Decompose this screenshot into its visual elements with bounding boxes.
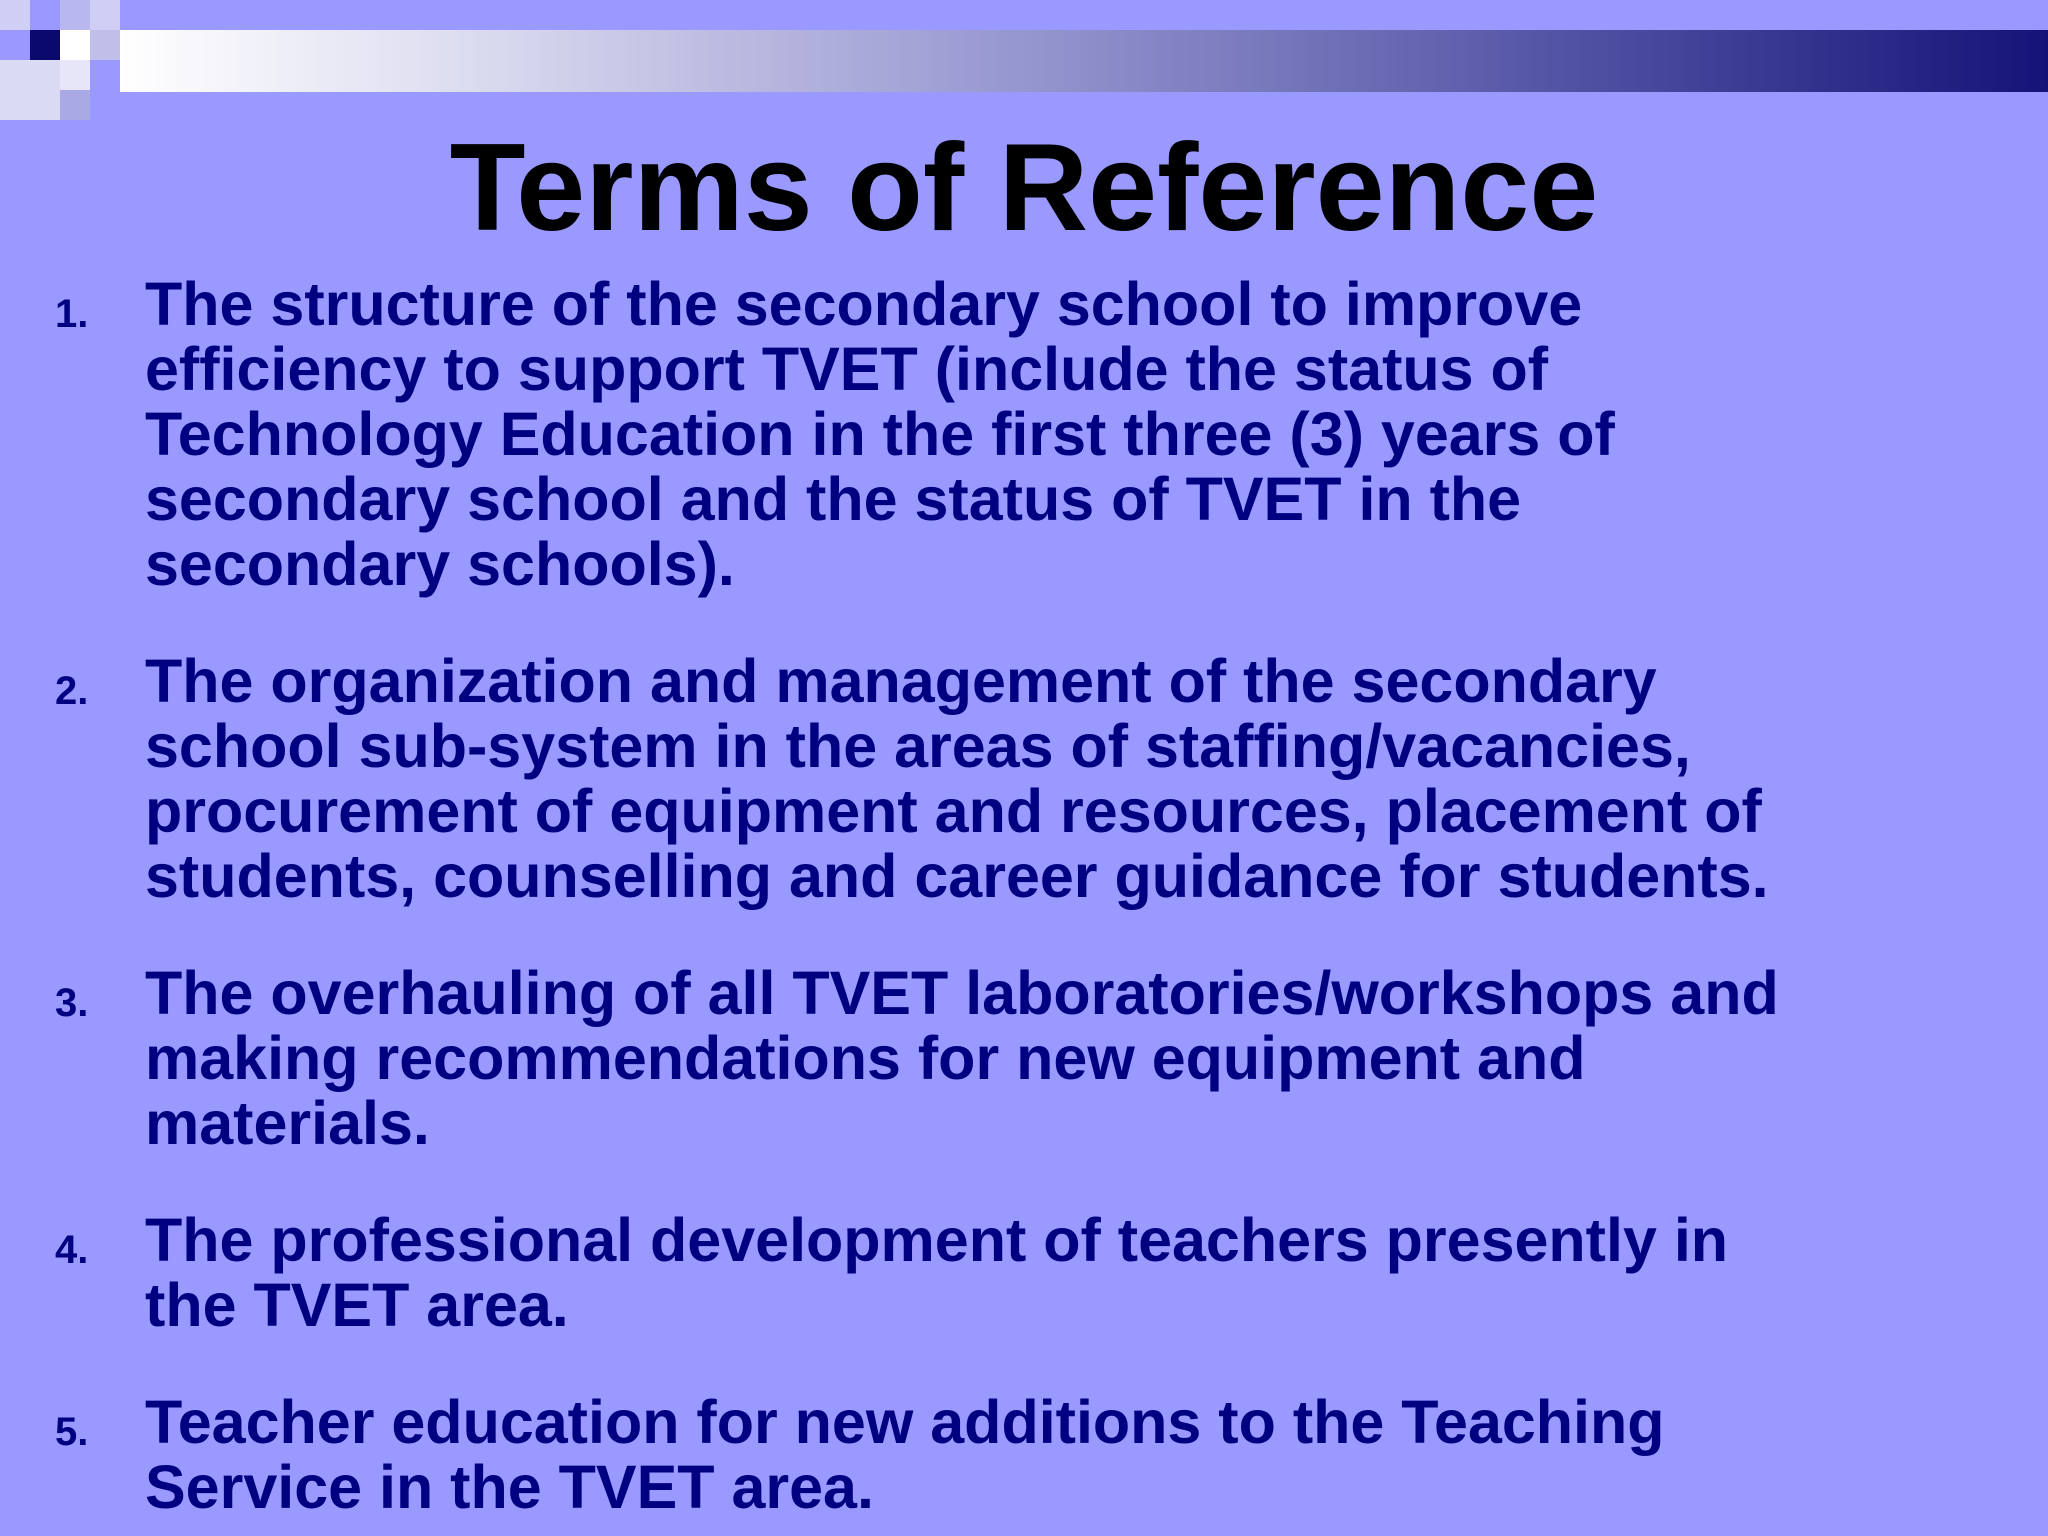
- item-number: 1.: [55, 292, 89, 336]
- decorative-square: [90, 0, 120, 30]
- slide-title: Terms of Reference: [449, 119, 1599, 257]
- header-gradient-band: [120, 30, 2048, 92]
- list-item: [0, 1208, 2048, 1338]
- item-text: Teacher education for new additions to the Teaching Service in the TVET area.: [145, 1388, 1665, 1521]
- decorative-square: [90, 30, 120, 60]
- item-text: The overhauling of all TVET laboratories/workshops and making recommendations for new equipment and materials.: [145, 959, 1779, 1157]
- item-number: 5.: [55, 1410, 89, 1454]
- list-item: [0, 272, 2048, 597]
- decorative-square: [60, 30, 90, 60]
- item-number: 3.: [55, 981, 89, 1025]
- item-text: The structure of the secondary school to improve efficiency to support TVET (include the status of Technology Education in the first three (3) years of secondary school and the status of TVET in the secondary schools).: [145, 270, 1615, 598]
- list-item: [0, 961, 2048, 1156]
- decorative-square: [60, 90, 90, 120]
- decorative-square: [0, 0, 30, 30]
- list-item: [0, 1390, 2048, 1520]
- decorative-square-dark: [30, 30, 60, 60]
- decorative-square: [60, 0, 90, 30]
- terms-list: [0, 272, 2048, 1536]
- item-text: The organization and management of the secondary school sub-system in the areas of staffing/vacancies, procurement of equipment and resources, placement of students, counselling and career guidance for students.: [145, 647, 1769, 910]
- item-number: 4.: [55, 1228, 89, 1272]
- decorative-square: [60, 60, 90, 90]
- list-item: [0, 649, 2048, 909]
- item-number: 2.: [55, 669, 89, 713]
- decorative-square: [0, 60, 60, 120]
- item-text: The professional development of teachers presently in the TVET area.: [145, 1206, 1729, 1339]
